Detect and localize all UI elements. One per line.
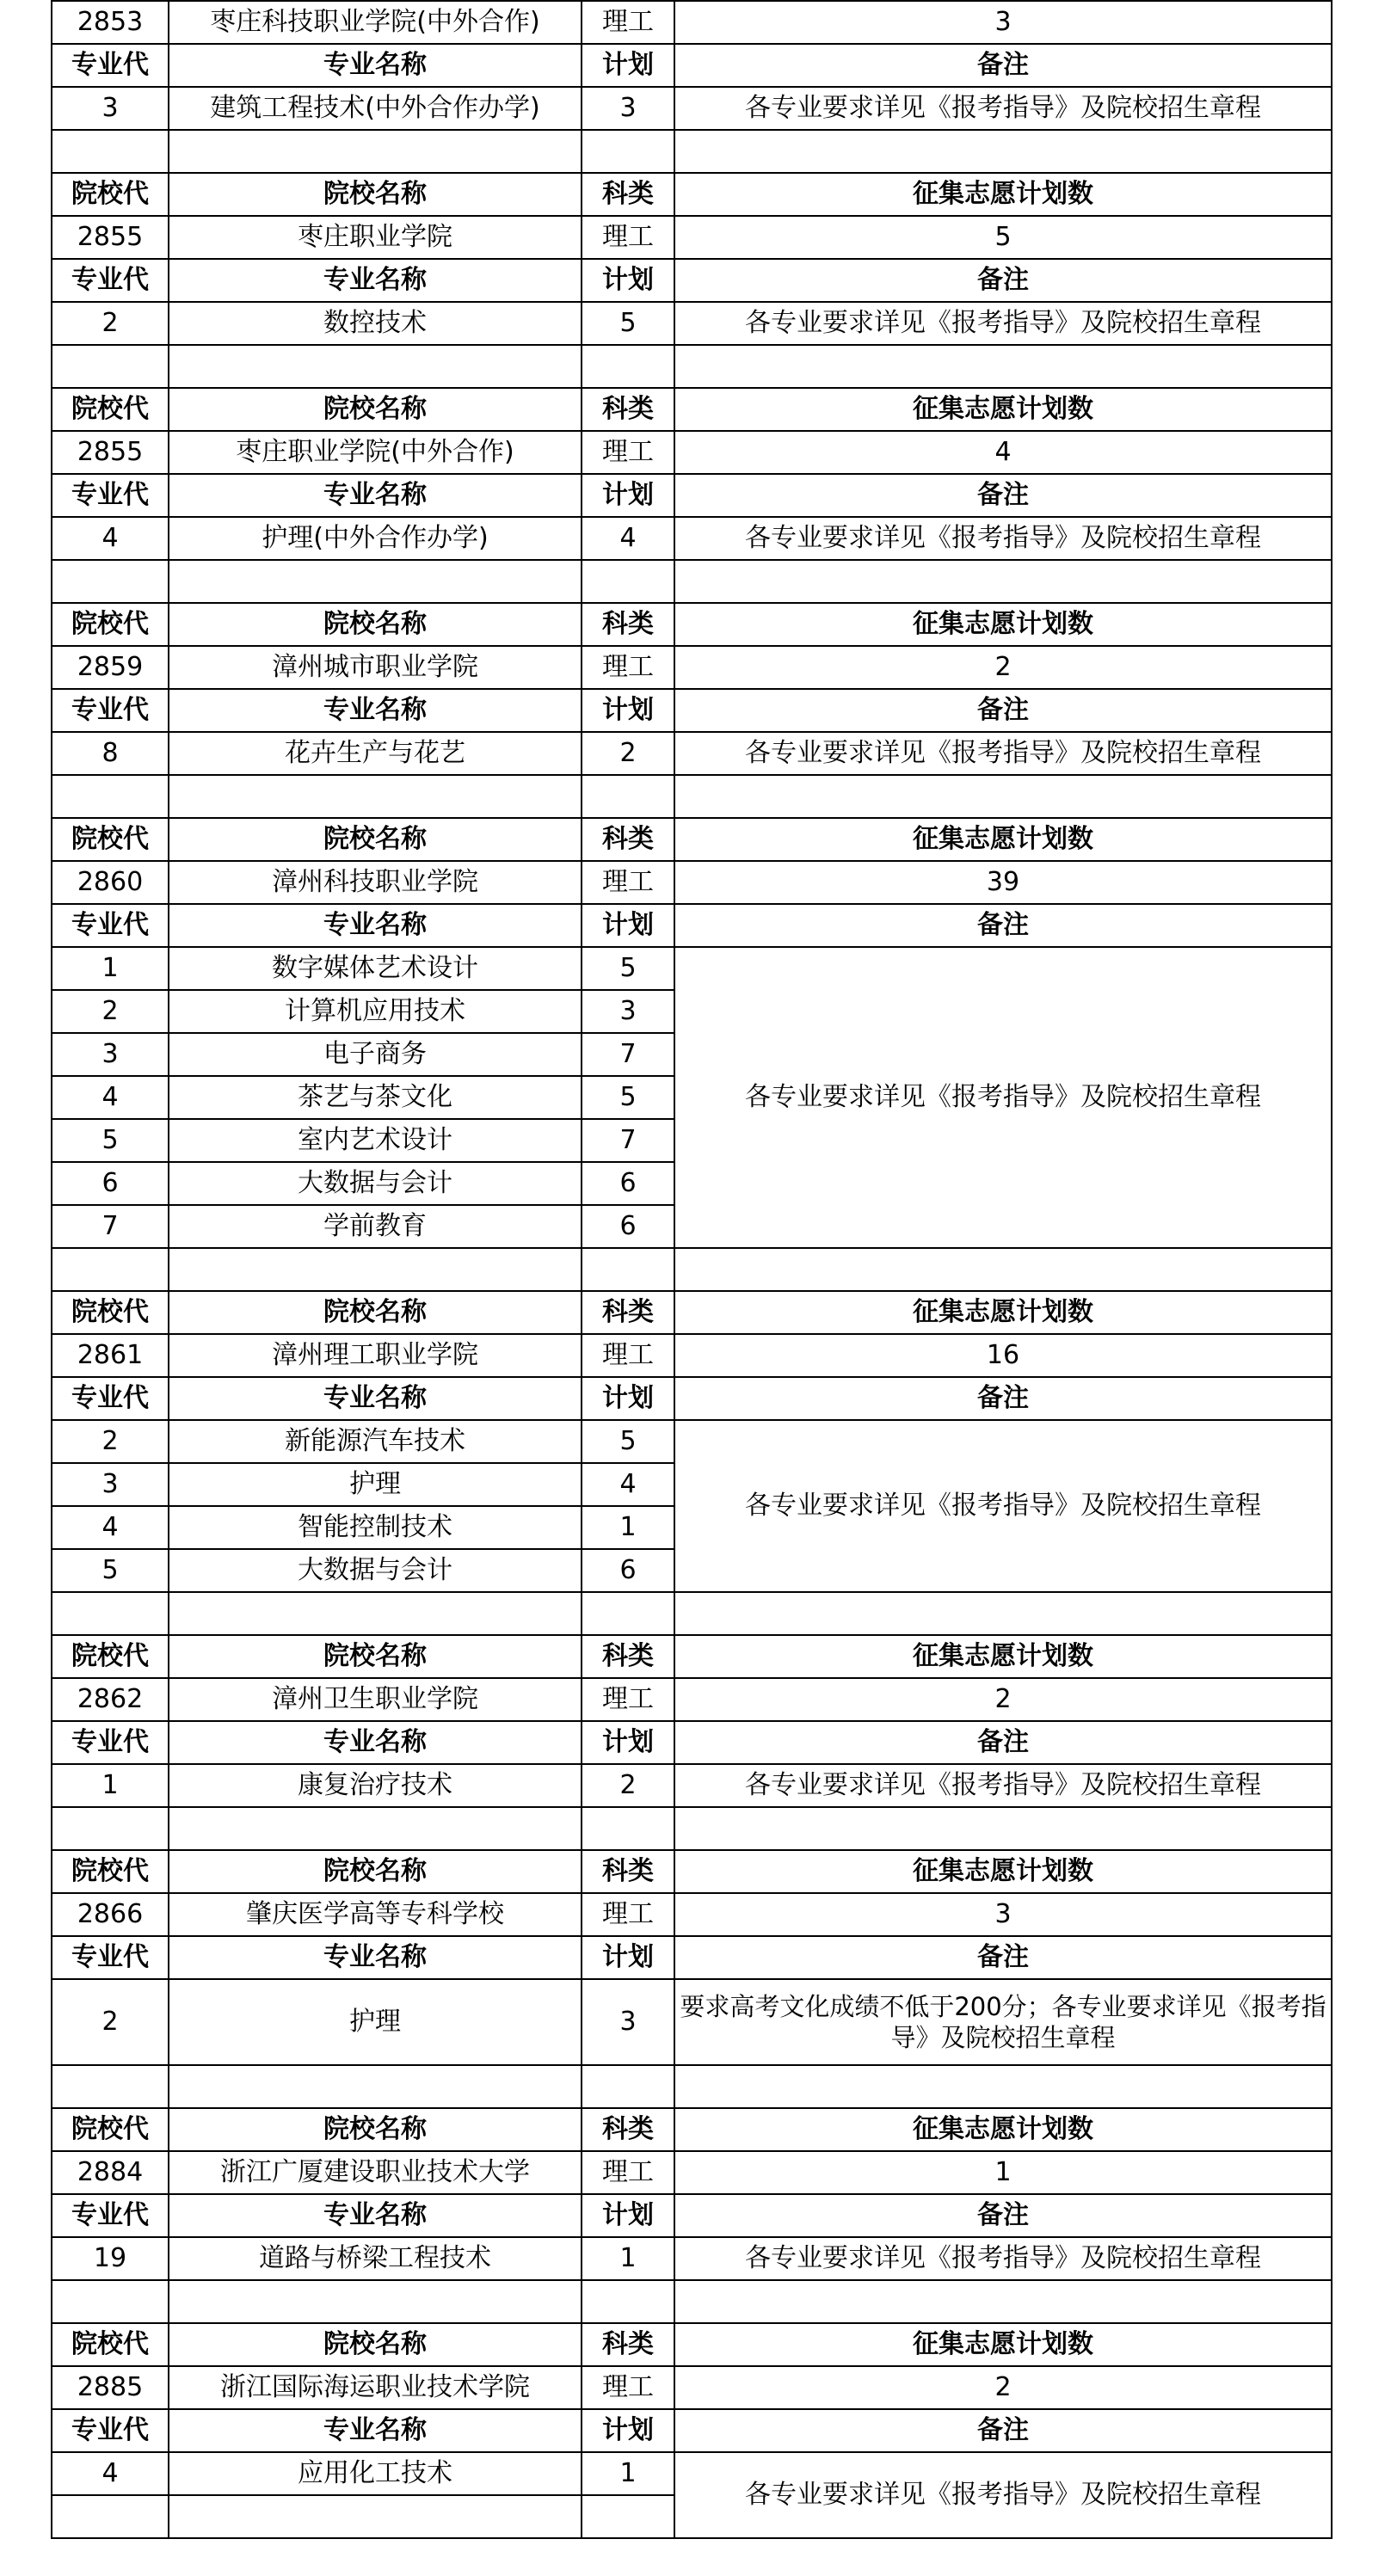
major-code-header: 专业代 xyxy=(52,904,169,947)
school-code: 2861 xyxy=(52,1334,169,1377)
school-code-header: 院校代 xyxy=(52,1850,169,1893)
remark-cell: 各专业要求详见《报考指导》及院校招生章程 xyxy=(674,87,1332,130)
major-name: 学前教育 xyxy=(169,1205,582,1248)
school-header-row xyxy=(52,173,1332,216)
major-header-row xyxy=(52,44,1332,87)
major-plan: 3 xyxy=(582,87,674,130)
school-name-header: 院校名称 xyxy=(169,1850,582,1893)
plan-total-header: 征集志愿计划数 xyxy=(674,1635,1332,1678)
category-header: 科类 xyxy=(582,2323,674,2366)
category-header: 科类 xyxy=(582,2108,674,2151)
plan-header: 计划 xyxy=(582,474,674,517)
major-header-row xyxy=(52,1936,1332,1979)
major-header-row xyxy=(52,474,1332,517)
school-category: 理工 xyxy=(582,2151,674,2194)
school-row xyxy=(52,646,1332,689)
spacer-cell xyxy=(52,1248,169,1291)
major-name: 室内艺术设计 xyxy=(169,1119,582,1162)
major-name: 计算机应用技术 xyxy=(169,990,582,1033)
major-plan: 1 xyxy=(582,2452,674,2495)
major-name xyxy=(169,2495,582,2538)
school-name-header: 院校名称 xyxy=(169,2108,582,2151)
spacer-cell xyxy=(582,1592,674,1635)
school-code: 2860 xyxy=(52,861,169,904)
major-code: 7 xyxy=(52,1205,169,1248)
major-plan: 5 xyxy=(582,302,674,345)
remark-header: 备注 xyxy=(674,1721,1332,1764)
category-header: 科类 xyxy=(582,1291,674,1334)
school-header-row xyxy=(52,818,1332,861)
major-name-header: 专业名称 xyxy=(169,259,582,302)
school-plan-total: 5 xyxy=(674,216,1332,259)
school-code-header: 院校代 xyxy=(52,603,169,646)
major-plan: 7 xyxy=(582,1119,674,1162)
major-header-row xyxy=(52,2409,1332,2452)
plan-total-header: 征集志愿计划数 xyxy=(674,388,1332,431)
school-category: 理工 xyxy=(582,2366,674,2409)
major-header-row xyxy=(52,259,1332,302)
major-code xyxy=(52,2495,169,2538)
school-name-header: 院校名称 xyxy=(169,603,582,646)
spacer-row xyxy=(52,1592,1332,1635)
remark-header: 备注 xyxy=(674,689,1332,732)
major-row xyxy=(52,517,1332,560)
spacer-cell xyxy=(582,775,674,818)
school-code-header: 院校代 xyxy=(52,2323,169,2366)
school-code: 2866 xyxy=(52,1893,169,1936)
spacer-cell xyxy=(52,560,169,603)
major-plan: 1 xyxy=(582,2237,674,2280)
major-header-row xyxy=(52,1377,1332,1420)
school-plan-total: 3 xyxy=(674,1,1332,44)
school-plan-total: 1 xyxy=(674,2151,1332,2194)
major-code-header: 专业代 xyxy=(52,1721,169,1764)
major-name: 大数据与会计 xyxy=(169,1162,582,1205)
spacer-cell xyxy=(52,2065,169,2108)
spacer-cell xyxy=(582,2280,674,2323)
major-name-header: 专业名称 xyxy=(169,689,582,732)
plan-total-header: 征集志愿计划数 xyxy=(674,1850,1332,1893)
school-name: 枣庄职业学院(中外合作) xyxy=(169,431,582,474)
major-row xyxy=(52,2237,1332,2280)
major-code: 4 xyxy=(52,517,169,560)
spacer-row xyxy=(52,1248,1332,1291)
school-code: 2885 xyxy=(52,2366,169,2409)
remark-header: 备注 xyxy=(674,44,1332,87)
major-header-row xyxy=(52,689,1332,732)
remark-cell: 要求高考文化成绩不低于200分；各专业要求详见《报考指导》及院校招生章程 xyxy=(674,1979,1332,2065)
spacer-row xyxy=(52,130,1332,173)
major-name: 数字媒体艺术设计 xyxy=(169,947,582,990)
spacer-cell xyxy=(674,1248,1332,1291)
spacer-row xyxy=(52,2065,1332,2108)
school-name: 枣庄科技职业学院(中外合作) xyxy=(169,1,582,44)
spacer-cell xyxy=(169,345,582,388)
school-code: 2855 xyxy=(52,216,169,259)
school-code: 2855 xyxy=(52,431,169,474)
school-row xyxy=(52,2151,1332,2194)
school-plan-total: 39 xyxy=(674,861,1332,904)
remark-header: 备注 xyxy=(674,259,1332,302)
major-header-row xyxy=(52,1721,1332,1764)
spacer-row xyxy=(52,2280,1332,2323)
school-name-header: 院校名称 xyxy=(169,1635,582,1678)
major-code: 3 xyxy=(52,1033,169,1076)
school-plan-total: 3 xyxy=(674,1893,1332,1936)
school-code-header: 院校代 xyxy=(52,1635,169,1678)
spacer-cell xyxy=(52,130,169,173)
major-name-header: 专业名称 xyxy=(169,2409,582,2452)
plan-total-header: 征集志愿计划数 xyxy=(674,818,1332,861)
major-plan xyxy=(582,2495,674,2538)
school-row xyxy=(52,861,1332,904)
spacer-row xyxy=(52,1807,1332,1850)
plan-total-header: 征集志愿计划数 xyxy=(674,1291,1332,1334)
admission-plan-table xyxy=(51,0,1333,2539)
spacer-cell xyxy=(169,1248,582,1291)
school-name: 漳州卫生职业学院 xyxy=(169,1678,582,1721)
major-plan: 5 xyxy=(582,1076,674,1119)
school-plan-total: 2 xyxy=(674,646,1332,689)
spacer-cell xyxy=(674,2065,1332,2108)
remark-header: 备注 xyxy=(674,2409,1332,2452)
major-name-header: 专业名称 xyxy=(169,904,582,947)
spacer-cell xyxy=(169,1807,582,1850)
plan-total-header: 征集志愿计划数 xyxy=(674,2108,1332,2151)
school-category: 理工 xyxy=(582,1,674,44)
remark-cell: 各专业要求详见《报考指导》及院校招生章程 xyxy=(674,2237,1332,2280)
remark-header: 备注 xyxy=(674,1936,1332,1979)
spacer-cell xyxy=(52,345,169,388)
school-category: 理工 xyxy=(582,1893,674,1936)
major-name: 护理(中外合作办学) xyxy=(169,517,582,560)
school-name: 浙江国际海运职业技术学院 xyxy=(169,2366,582,2409)
major-name-header: 专业名称 xyxy=(169,1721,582,1764)
plan-header: 计划 xyxy=(582,904,674,947)
school-category: 理工 xyxy=(582,1678,674,1721)
major-header-row xyxy=(52,2194,1332,2237)
school-category: 理工 xyxy=(582,1334,674,1377)
school-header-row xyxy=(52,1635,1332,1678)
spacer-cell xyxy=(169,1592,582,1635)
major-name-header: 专业名称 xyxy=(169,1936,582,1979)
spacer-cell xyxy=(169,130,582,173)
major-code: 2 xyxy=(52,302,169,345)
spacer-cell xyxy=(582,1807,674,1850)
major-row xyxy=(52,947,1332,990)
school-row xyxy=(52,431,1332,474)
major-code: 5 xyxy=(52,1549,169,1592)
school-name-header: 院校名称 xyxy=(169,1291,582,1334)
major-name-header: 专业名称 xyxy=(169,474,582,517)
major-plan: 7 xyxy=(582,1033,674,1076)
school-header-row xyxy=(52,603,1332,646)
major-name-header: 专业名称 xyxy=(169,1377,582,1420)
major-code: 1 xyxy=(52,1764,169,1807)
spacer-cell xyxy=(582,130,674,173)
major-row xyxy=(52,1979,1332,2065)
spacer-row xyxy=(52,345,1332,388)
major-plan: 3 xyxy=(582,990,674,1033)
spacer-cell xyxy=(674,345,1332,388)
school-name-header: 院校名称 xyxy=(169,388,582,431)
school-header-row xyxy=(52,1291,1332,1334)
spacer-cell xyxy=(52,1592,169,1635)
school-category: 理工 xyxy=(582,646,674,689)
school-row xyxy=(52,2366,1332,2409)
spacer-cell xyxy=(674,1592,1332,1635)
major-header-row xyxy=(52,904,1332,947)
major-code: 1 xyxy=(52,947,169,990)
major-name: 护理 xyxy=(169,1979,582,2065)
remark-header: 备注 xyxy=(674,904,1332,947)
school-code-header: 院校代 xyxy=(52,1291,169,1334)
major-code-header: 专业代 xyxy=(52,689,169,732)
plan-total-header: 征集志愿计划数 xyxy=(674,603,1332,646)
plan-total-header: 征集志愿计划数 xyxy=(674,2323,1332,2366)
school-row xyxy=(52,1334,1332,1377)
major-name: 智能控制技术 xyxy=(169,1506,582,1549)
major-row xyxy=(52,87,1332,130)
remark-header: 备注 xyxy=(674,2194,1332,2237)
major-plan: 2 xyxy=(582,1764,674,1807)
school-name: 漳州城市职业学院 xyxy=(169,646,582,689)
remark-cell: 各专业要求详见《报考指导》及院校招生章程 xyxy=(674,302,1332,345)
spacer-row xyxy=(52,560,1332,603)
major-code: 3 xyxy=(52,87,169,130)
major-code-header: 专业代 xyxy=(52,1936,169,1979)
plan-header: 计划 xyxy=(582,259,674,302)
school-header-row xyxy=(52,388,1332,431)
major-plan: 6 xyxy=(582,1162,674,1205)
major-name: 茶艺与茶文化 xyxy=(169,1076,582,1119)
major-code-header: 专业代 xyxy=(52,2194,169,2237)
major-code: 19 xyxy=(52,2237,169,2280)
plan-header: 计划 xyxy=(582,1936,674,1979)
school-category: 理工 xyxy=(582,861,674,904)
school-name: 肇庆医学高等专科学校 xyxy=(169,1893,582,1936)
major-plan: 4 xyxy=(582,517,674,560)
major-code: 4 xyxy=(52,1506,169,1549)
plan-header: 计划 xyxy=(582,2194,674,2237)
major-plan: 6 xyxy=(582,1205,674,1248)
category-header: 科类 xyxy=(582,1850,674,1893)
major-code: 8 xyxy=(52,732,169,775)
school-code: 2853 xyxy=(52,1,169,44)
spacer-cell xyxy=(674,775,1332,818)
major-name: 应用化工技术 xyxy=(169,2452,582,2495)
school-header-row xyxy=(52,2108,1332,2151)
remark-cell: 各专业要求详见《报考指导》及院校招生章程 xyxy=(674,517,1332,560)
category-header: 科类 xyxy=(582,603,674,646)
major-row xyxy=(52,2452,1332,2495)
major-name: 新能源汽车技术 xyxy=(169,1420,582,1463)
remark-header: 备注 xyxy=(674,474,1332,517)
major-code: 4 xyxy=(52,2452,169,2495)
school-plan-total: 2 xyxy=(674,2366,1332,2409)
school-header-row xyxy=(52,2323,1332,2366)
plan-header: 计划 xyxy=(582,1721,674,1764)
category-header: 科类 xyxy=(582,1635,674,1678)
major-row xyxy=(52,1420,1332,1463)
major-code: 2 xyxy=(52,990,169,1033)
school-category: 理工 xyxy=(582,216,674,259)
major-name: 电子商务 xyxy=(169,1033,582,1076)
major-name: 道路与桥梁工程技术 xyxy=(169,2237,582,2280)
category-header: 科类 xyxy=(582,818,674,861)
major-name: 数控技术 xyxy=(169,302,582,345)
spacer-cell xyxy=(52,775,169,818)
remark-cell: 各专业要求详见《报考指导》及院校招生章程 xyxy=(674,732,1332,775)
major-name: 花卉生产与花艺 xyxy=(169,732,582,775)
school-row xyxy=(52,1893,1332,1936)
major-plan: 5 xyxy=(582,947,674,990)
major-code: 4 xyxy=(52,1076,169,1119)
major-code-header: 专业代 xyxy=(52,474,169,517)
major-plan: 6 xyxy=(582,1549,674,1592)
spacer-cell xyxy=(674,130,1332,173)
school-name-header: 院校名称 xyxy=(169,2323,582,2366)
plan-header: 计划 xyxy=(582,1377,674,1420)
major-code: 2 xyxy=(52,1420,169,1463)
major-row xyxy=(52,732,1332,775)
major-name: 康复治疗技术 xyxy=(169,1764,582,1807)
remark-cell: 各专业要求详见《报考指导》及院校招生章程 xyxy=(674,2452,1332,2538)
spacer-cell xyxy=(582,345,674,388)
remark-cell: 各专业要求详见《报考指导》及院校招生章程 xyxy=(674,1420,1332,1592)
major-code: 3 xyxy=(52,1463,169,1506)
school-name: 漳州科技职业学院 xyxy=(169,861,582,904)
spacer-cell xyxy=(582,560,674,603)
plan-total-header: 征集志愿计划数 xyxy=(674,173,1332,216)
spacer-cell xyxy=(169,2065,582,2108)
major-plan: 3 xyxy=(582,1979,674,2065)
school-row xyxy=(52,216,1332,259)
category-header: 科类 xyxy=(582,388,674,431)
major-plan: 4 xyxy=(582,1463,674,1506)
spacer-cell xyxy=(52,1807,169,1850)
major-code-header: 专业代 xyxy=(52,2409,169,2452)
school-header-row xyxy=(52,1850,1332,1893)
spacer-cell xyxy=(674,560,1332,603)
spacer-cell xyxy=(52,2280,169,2323)
page-bottom-edge xyxy=(0,2554,1391,2576)
school-name: 浙江广厦建设职业技术大学 xyxy=(169,2151,582,2194)
school-name: 漳州理工职业学院 xyxy=(169,1334,582,1377)
school-code-header: 院校代 xyxy=(52,173,169,216)
spacer-cell xyxy=(169,775,582,818)
major-code-header: 专业代 xyxy=(52,259,169,302)
school-plan-total: 4 xyxy=(674,431,1332,474)
school-code: 2859 xyxy=(52,646,169,689)
school-plan-total: 16 xyxy=(674,1334,1332,1377)
major-name-header: 专业名称 xyxy=(169,44,582,87)
spacer-cell xyxy=(169,560,582,603)
major-plan: 5 xyxy=(582,1420,674,1463)
major-name: 建筑工程技术(中外合作办学) xyxy=(169,87,582,130)
spacer-cell xyxy=(582,2065,674,2108)
major-name: 大数据与会计 xyxy=(169,1549,582,1592)
major-code: 5 xyxy=(52,1119,169,1162)
school-code-header: 院校代 xyxy=(52,388,169,431)
major-code-header: 专业代 xyxy=(52,1377,169,1420)
school-code: 2884 xyxy=(52,2151,169,2194)
plan-header: 计划 xyxy=(582,689,674,732)
school-plan-total: 2 xyxy=(674,1678,1332,1721)
major-name-header: 专业名称 xyxy=(169,2194,582,2237)
school-code-header: 院校代 xyxy=(52,818,169,861)
major-plan: 1 xyxy=(582,1506,674,1549)
category-header: 科类 xyxy=(582,173,674,216)
school-code-header: 院校代 xyxy=(52,2108,169,2151)
school-row xyxy=(52,1,1332,44)
plan-header: 计划 xyxy=(582,2409,674,2452)
school-name: 枣庄职业学院 xyxy=(169,216,582,259)
major-name: 护理 xyxy=(169,1463,582,1506)
remark-cell: 各专业要求详见《报考指导》及院校招生章程 xyxy=(674,1764,1332,1807)
remark-cell: 各专业要求详见《报考指导》及院校招生章程 xyxy=(674,947,1332,1248)
major-code-header: 专业代 xyxy=(52,44,169,87)
spacer-cell xyxy=(674,2280,1332,2323)
major-plan: 2 xyxy=(582,732,674,775)
major-code: 6 xyxy=(52,1162,169,1205)
spacer-row xyxy=(52,775,1332,818)
school-category: 理工 xyxy=(582,431,674,474)
school-name-header: 院校名称 xyxy=(169,818,582,861)
plan-header: 计划 xyxy=(582,44,674,87)
major-row xyxy=(52,302,1332,345)
spacer-cell xyxy=(582,1248,674,1291)
remark-header: 备注 xyxy=(674,1377,1332,1420)
school-name-header: 院校名称 xyxy=(169,173,582,216)
spacer-cell xyxy=(674,1807,1332,1850)
school-code: 2862 xyxy=(52,1678,169,1721)
major-code: 2 xyxy=(52,1979,169,2065)
school-row xyxy=(52,1678,1332,1721)
major-row xyxy=(52,1764,1332,1807)
spacer-cell xyxy=(169,2280,582,2323)
